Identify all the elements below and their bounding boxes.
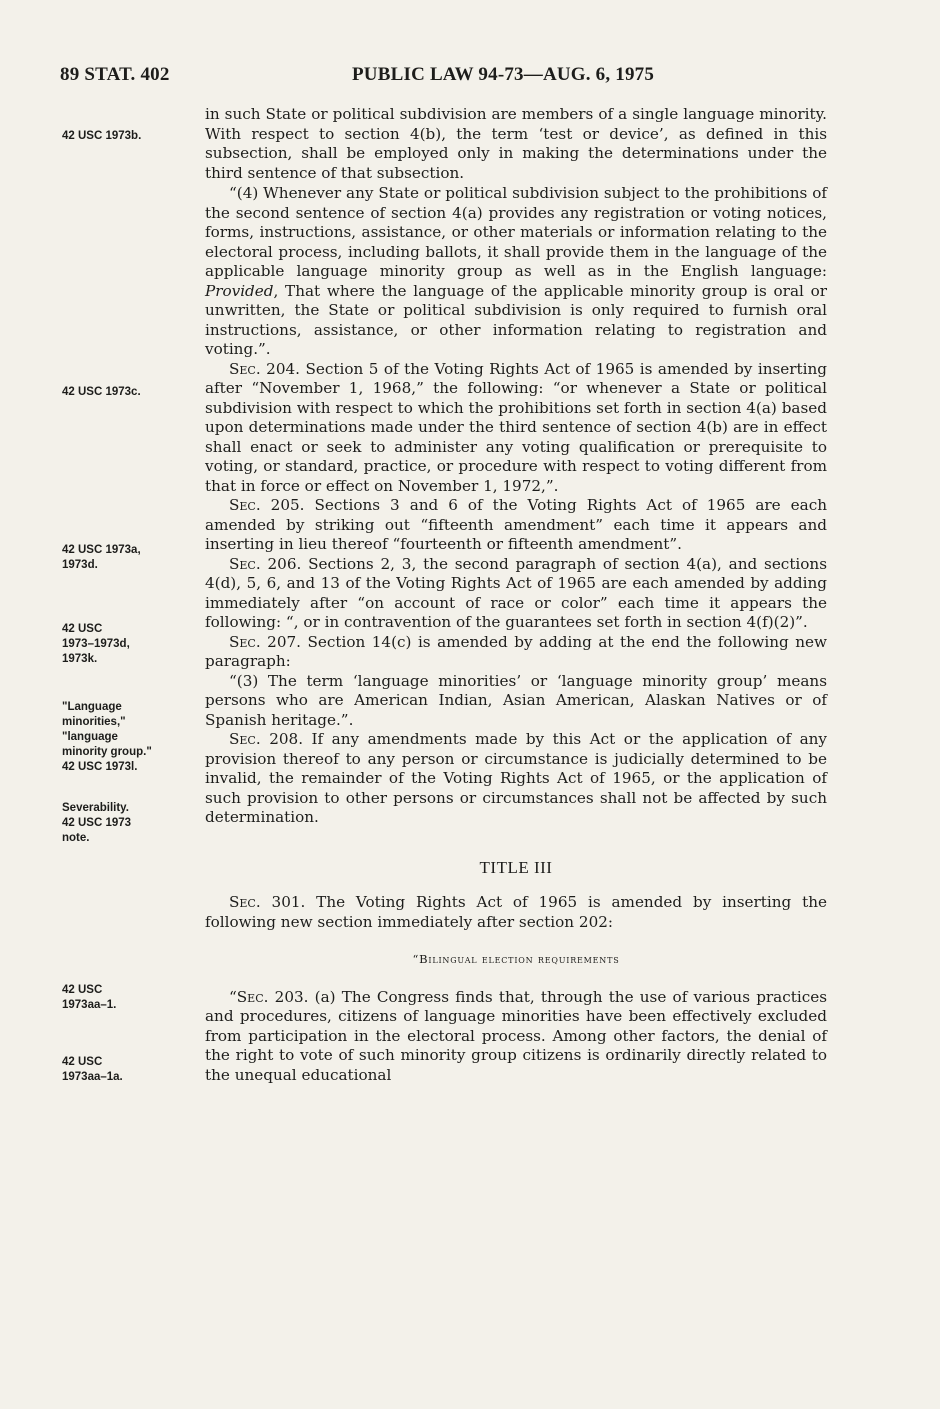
section-207-paragraph-3: “(3) The term ‘language minorities’ or ‘language minority group’ means persons who are American Indian, Asian American, Alaskan Natives or of Spanish heritage.”.	[205, 671, 827, 729]
section-205: Sec. 205. Sections 3 and 6 of the Voting Rights Act of 1965 are each amended by striking out “fifteenth amendment” each time it appears and inserting in lieu thereof “fourteenth or fifteenth amendment”.	[205, 496, 827, 553]
margin-note-1973aa-1a: 42 USC 1973aa–1a.	[62, 1056, 123, 1083]
margin-note-language-minorities: "Language minorities," "language minority group." 42 USC 1973l.	[62, 701, 152, 773]
page-stat-number: 89 STAT. 402	[60, 64, 170, 85]
section-203: “Sec. 203. (a) The Congress finds that, through the use of various practices and procedures, citizens of language minorities have been effectively excluded from participation in the electoral process. Among other factors, the denial of the right to vote of such minority group citizens is ordinarily directly related to the unequal educational	[205, 987, 827, 1084]
margin-note-1973c: 42 USC 1973c.	[62, 386, 141, 398]
section-206: Sec. 206. Sections 2, 3, the second paragraph of section 4(a), and sections 4(d), 5, 6, and 13 of the Voting Rights Act of 1965 are each amended by adding immediately after “on account of race or color” each time it appears the following: “, or in contravention of the guarantees set forth in section 4(f)(2)”.	[205, 554, 827, 631]
paragraph-4: “(4) Whenever any State or political subdivision subject to the prohibitions of the second sentence of section 4(a) provides any registration or voting notices, forms, instructions, assistance, or other materials or information relating to the electoral process, including ballots, it shall provide them in the language of the applicable language minority group as well as in the English language: Provided, That where the language of the applicable minority group is oral or unwritten, the State or political subdivision is only required to furnish oral instructions, assistance, or other information relating to registration and voting.”.	[205, 184, 827, 358]
margin-note-1973-1973k: 42 USC 1973–1973d, 1973k.	[62, 623, 130, 665]
body-text-column	[205, 105, 827, 1085]
section-207: Sec. 207. Section 14(c) is amended by adding at the end the following new paragraph:	[205, 632, 827, 670]
section-208: Sec. 208. If any amendments made by this Act or the application of any provision thereof to any person or circumstance is judicially determined to be invalid, the remainder of the Voting Rights Act of 1965, or the application of such provision to other persons or circumstances shall not be affected by such determination.	[205, 730, 827, 826]
title-iii-heading: TITLE III	[479, 857, 553, 877]
bilingual-subheading: “Bilingual election requirements	[412, 952, 620, 966]
page-header-title: PUBLIC LAW 94-73—AUG. 6, 1975	[352, 64, 655, 85]
margin-note-1973aa-1: 42 USC 1973aa–1.	[62, 984, 117, 1011]
provided-italic: Provided	[205, 281, 274, 300]
section-301: Sec. 301. The Voting Rights Act of 1965 is amended by inserting the following new section immediately after section 202:	[205, 893, 827, 931]
margin-note-severability: Severability. 42 USC 1973 note.	[62, 802, 132, 844]
margin-note-1973a-1973d: 42 USC 1973a, 1973d.	[62, 544, 141, 571]
paragraph-continuation: in such State or political subdivision are members of a single language minority. With respect to section 4(b), the term ‘test or device’, as defined in this subsection, shall be employed only in making the determinations under the third sentence of that subsection.	[205, 105, 827, 182]
section-204: Sec. 204. Section 5 of the Voting Rights Act of 1965 is amended by inserting after “November 1, 1968,” the following: “or whenever a State or political subdivision with respect to which the prohibitions set forth in section 4(a) based upon determinations made under the third sentence of section 4(b) are in effect shall enact or seek to administer any voting qualification or prerequisite to voting, or standard, practice, or procedure with respect to voting different from that in force or effect on November 1, 1972,”.	[205, 359, 827, 495]
margin-note-1973b: 42 USC 1973b.	[62, 130, 142, 142]
